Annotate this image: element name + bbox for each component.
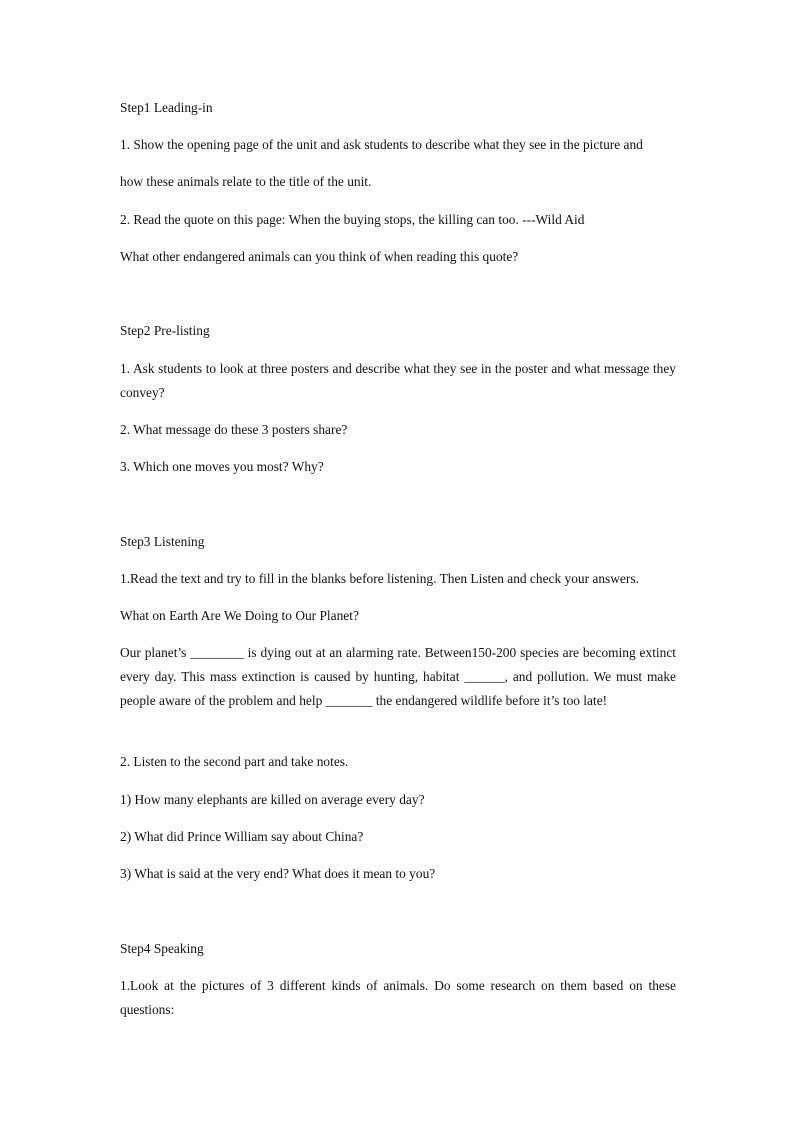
step2-item1: 1. Ask students to look at three posters and describe what they see in the poster and what message they convey? (120, 361, 676, 400)
step3-item1: 1.Read the text and try to fill in the blanks before listening. Then Listen and check your answers. (120, 571, 639, 586)
step3-question-1: 1) How many elephants are killed on average every day? (120, 792, 425, 807)
step1-item1-line1: 1. Show the opening page of the unit and ask students to describe what they see in the picture and (120, 137, 643, 152)
step3-item2: 2. Listen to the second part and take notes. (120, 754, 349, 769)
step1-heading: Step1 Leading-in (120, 100, 213, 115)
step2-item3: 3. Which one moves you most? Why? (120, 459, 324, 474)
step3-heading: Step3 Listening (120, 534, 205, 549)
step3-question-2: 2) What did Prince William say about China? (120, 829, 364, 844)
step1-question: What other endangered animals can you think of when reading this quote? (120, 249, 519, 264)
step2-heading: Step2 Pre-listing (120, 323, 210, 338)
step2-item2: 2. What message do these 3 posters share? (120, 422, 348, 437)
step1-item1-line2: how these animals relate to the title of the unit. (120, 174, 372, 189)
step3-passage: Our planet’s ________ is dying out at an alarming rate. Between150-200 species are becoming extinct every day. This mass extinction is caused by hunting, habitat ______, and pollution. We must make people aware of the problem and help _______ the endangered wildlife before it’s too late! (120, 645, 676, 708)
step1-item2: 2. Read the quote on this page: When the buying stops, the killing can too. ---Wild Aid (120, 212, 585, 227)
step3-passage-title: What on Earth Are We Doing to Our Planet? (120, 608, 359, 623)
step3-question-3: 3) What is said at the very end? What does it mean to you? (120, 866, 436, 881)
step4-item1: 1.Look at the pictures of 3 different kinds of animals. Do some research on them based on these questions: (120, 978, 676, 1017)
step4-heading: Step4 Speaking (120, 941, 204, 956)
